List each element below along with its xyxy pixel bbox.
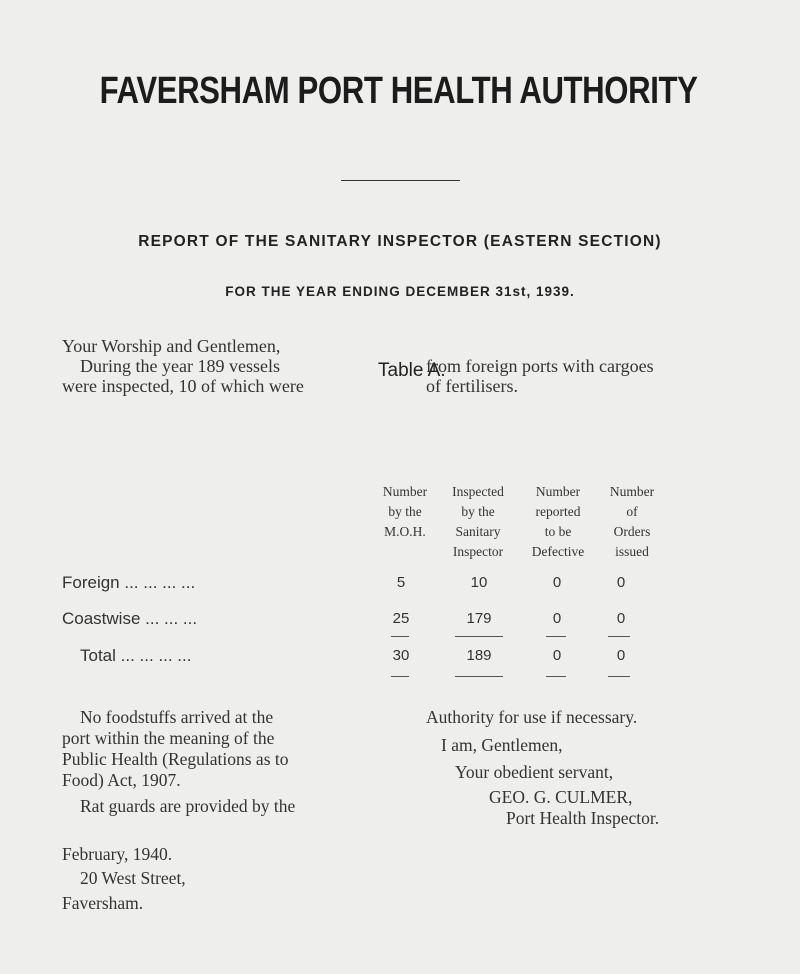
address-line-2: Faversham. <box>62 893 144 913</box>
cell-foreign-orders: 0 <box>616 574 626 591</box>
closing-left-line-2: port within the meaning of the <box>62 728 275 748</box>
column-header-moh: Number by the M.O.H. <box>382 484 428 539</box>
column-header-orders: Number of Orders issued <box>609 484 655 559</box>
closing-left-line-4: Food) Act, 1907. <box>62 770 181 790</box>
column-header-inspected: Inspected by the Sanitary Inspector <box>452 484 504 559</box>
closing-right-line-2: I am, Gentlemen, <box>441 735 563 755</box>
total-rule-defective-top <box>546 636 566 637</box>
closing-right-line-3: Your obedient servant, <box>455 762 614 782</box>
report-year-line: FOR THE YEAR ENDING DECEMBER 31st, 1939. <box>225 284 575 299</box>
cell-coastwise-inspected: 179 <box>466 610 492 627</box>
intro-right-line-1: from foreign ports with cargoes <box>426 356 654 376</box>
total-rule-orders-top <box>608 636 630 637</box>
cell-foreign-inspected: 10 <box>470 574 488 591</box>
cell-total-defective: 0 <box>552 647 562 664</box>
total-rule-orders-bottom <box>608 676 630 677</box>
closing-left-line-3: Public Health (Regulations as to <box>62 749 289 769</box>
signatory-title: Port Health Inspector. <box>506 808 660 828</box>
cell-total-inspected: 189 <box>466 647 492 664</box>
row-label-coastwise: Coastwise ... ... ... <box>62 609 198 628</box>
total-rule-inspected-top <box>455 636 503 637</box>
report-date: February, 1940. <box>62 844 173 864</box>
cell-coastwise-orders: 0 <box>616 610 626 627</box>
page-title: FAVERSHAM PORT HEALTH AUTHORITY <box>99 70 698 112</box>
salutation: Your Worship and Gentlemen, <box>62 336 281 356</box>
cell-total-moh: 30 <box>392 647 410 664</box>
cell-foreign-defective: 0 <box>552 574 562 591</box>
cell-coastwise-moh: 25 <box>392 610 410 627</box>
cell-foreign-moh: 5 <box>396 574 406 591</box>
total-rule-inspected-bottom <box>455 676 503 677</box>
intro-right-line-2: of fertilisers. <box>426 376 518 396</box>
row-label-total: Total ... ... ... ... <box>80 646 192 665</box>
closing-left-line-1: No foodstuffs arrived at the <box>80 707 274 727</box>
address-line-1: 20 West Street, <box>80 868 186 888</box>
total-rule-moh-bottom <box>391 676 409 677</box>
total-rule-defective-bottom <box>546 676 566 677</box>
cell-total-orders: 0 <box>616 647 626 664</box>
intro-left-line-1: During the year 189 vessels <box>80 356 280 376</box>
closing-right-line-1: Authority for use if necessary. <box>426 707 638 727</box>
column-header-defective: Number reported to be Defective <box>531 484 585 559</box>
signatory-name: GEO. G. CULMER, <box>489 787 633 807</box>
title-divider <box>341 180 460 181</box>
report-subtitle: REPORT OF THE SANITARY INSPECTOR (EASTERN SECTION) <box>138 233 662 250</box>
table-title: Table A. <box>378 360 446 381</box>
intro-left-line-2: were inspected, 10 of which were <box>62 376 304 396</box>
cell-coastwise-defective: 0 <box>552 610 562 627</box>
row-label-foreign: Foreign ... ... ... ... <box>62 573 196 592</box>
total-rule-moh-top <box>391 636 409 637</box>
closing-left-rat-guards: Rat guards are provided by the <box>80 796 296 816</box>
